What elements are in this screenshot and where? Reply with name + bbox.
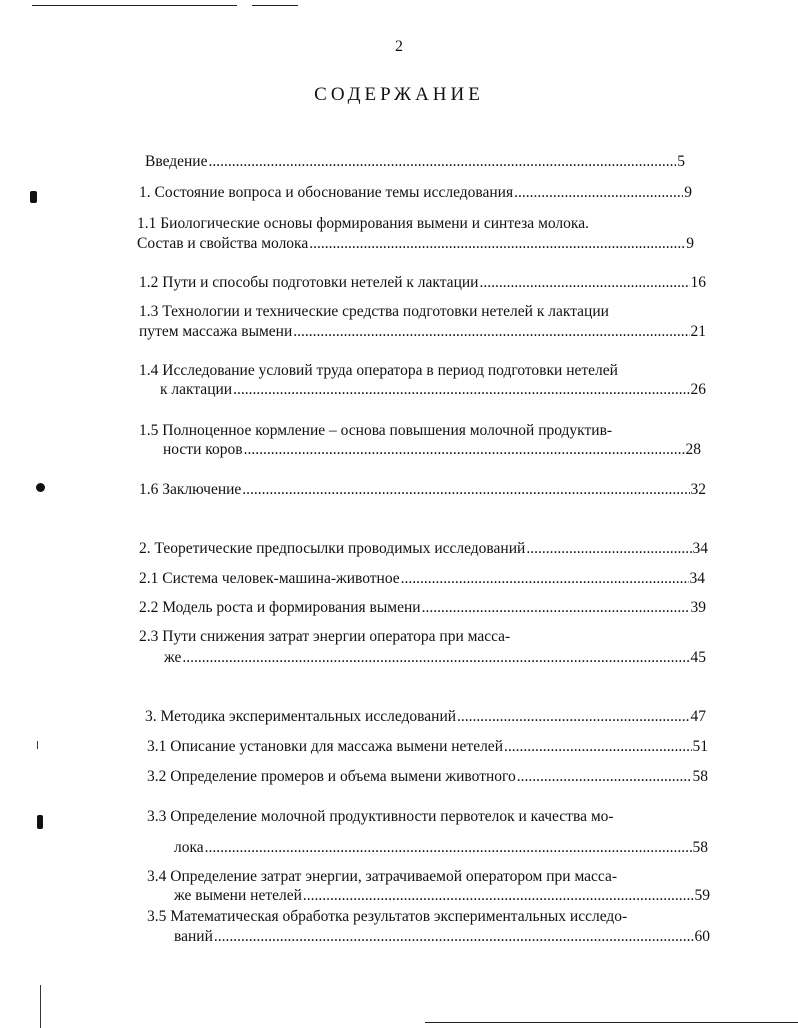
toc-page-number: 39 [690, 599, 706, 616]
dot-leader [293, 322, 689, 342]
toc-page-number: 26 [690, 381, 706, 398]
toc-entry-3-5[interactable] [174, 927, 710, 947]
dot-leader [208, 152, 676, 172]
dot-leader [514, 183, 683, 203]
margin-tick [37, 741, 38, 749]
toc-page-number: 21 [690, 323, 706, 340]
toc-entry-3-3[interactable] [174, 838, 708, 858]
toc-page-number: 34 [692, 540, 708, 557]
toc-entry-1-1[interactable] [137, 234, 694, 254]
toc-entry-text: 1.6 Заключение [139, 481, 242, 498]
toc-entry-3-5-line1[interactable] [147, 907, 712, 927]
dot-leader [205, 838, 692, 858]
dot-leader [242, 480, 689, 500]
toc-entry-3-1[interactable] [147, 737, 708, 757]
toc-entry-3-4[interactable] [174, 886, 710, 906]
toc-entry-1-4-line1[interactable] [139, 361, 709, 381]
toc-entry-text: 3.4 Определение затрат энергии, затрачиваемой оператором при масса- [147, 868, 618, 885]
toc-entry-intro[interactable] [145, 152, 685, 172]
bottom-rule [425, 1022, 798, 1023]
toc-entry-text: Состав и свойства молока [137, 235, 309, 252]
dot-leader [422, 598, 690, 618]
toc-entry-text: 3.5 Математическая обработка результатов экспериментальных исследо- [147, 908, 628, 925]
dot-leader [401, 569, 689, 589]
dot-leader [182, 648, 689, 668]
toc-entry-text: 2.3 Пути снижения затрат энергии оператора при масса- [139, 628, 511, 645]
dot-leader [504, 737, 692, 757]
toc-entry-text: 1.2 Пути и способы подготовки нетелей к лактации [139, 274, 479, 291]
dot-leader [233, 380, 689, 400]
toc-entry-1-6[interactable] [139, 480, 706, 500]
toc-entry-text: лока [174, 839, 204, 856]
toc-entry-1-5[interactable] [163, 440, 701, 460]
top-rule-left [32, 5, 237, 6]
toc-entry-2-3[interactable] [164, 648, 706, 668]
toc-entry-text: к лактации [160, 381, 233, 398]
dot-leader [526, 539, 691, 559]
toc-entry-text: же [164, 649, 182, 666]
toc-entry-1-5-line1[interactable] [139, 421, 699, 441]
toc-entry-text: 3.3 Определение молочной продуктивности первотелок и качества мо- [147, 808, 614, 825]
dot-leader [479, 273, 689, 293]
toc-page-number: 32 [690, 481, 706, 498]
toc-page-number: 58 [692, 839, 708, 856]
toc-entry-text: 3.1 Описание установки для массажа вымени нетелей [147, 738, 503, 755]
toc-page-number: 34 [689, 570, 705, 587]
toc-page-number: 5 [677, 153, 685, 170]
toc-page-number: 47 [690, 708, 706, 725]
dot-leader [457, 707, 689, 727]
punch-mark [36, 483, 45, 492]
toc-entry-1-2[interactable] [139, 273, 706, 293]
toc-page-number: 58 [692, 768, 708, 785]
toc-entry-2[interactable] [139, 539, 708, 559]
toc-entry-text: 1.3 Технологии и технические средства подготовки нетелей к лактации [139, 303, 609, 320]
toc-entry-text: ности коров [163, 441, 243, 458]
punch-mark [37, 815, 43, 829]
toc-entry-3-4-line1[interactable] [147, 867, 712, 887]
toc-entry-2-2[interactable] [139, 598, 706, 618]
toc-entry-3-2[interactable] [147, 767, 708, 787]
toc-page-number: 9 [686, 235, 694, 252]
toc-entry-text: Введение [145, 153, 208, 170]
toc-page-number: 28 [685, 441, 701, 458]
toc-entry-2-1[interactable] [139, 569, 705, 589]
toc-entry-1[interactable] [139, 183, 692, 203]
toc-page-number: 9 [684, 184, 692, 201]
toc-entry-text: 1.1 Биологические основы формирования вымени и синтеза молока. [137, 215, 589, 232]
toc-entry-text: 3. Методика экспериментальных исследований [145, 708, 457, 725]
toc-entry-3-3-line1[interactable] [147, 807, 707, 827]
toc-entry-text: 2. Теоретические предпосылки проводимых исследований [139, 540, 526, 557]
page-title: СОДЕРЖАНИЕ [314, 84, 484, 105]
toc-entry-1-1-line1[interactable] [137, 214, 697, 234]
dot-leader [303, 886, 694, 906]
toc-entry-1-4[interactable] [160, 380, 706, 400]
toc-entry-text: 2.1 Система человек-машина-животное [139, 570, 400, 587]
dot-leader [214, 927, 694, 947]
toc-page-number: 45 [690, 649, 706, 666]
toc-entry-1-3[interactable] [139, 322, 706, 342]
toc-page-number: 51 [692, 738, 708, 755]
toc-entry-text: 1. Состояние вопроса и обоснование темы исследования [139, 184, 514, 201]
toc-entry-text: 3.2 Определение промеров и объема вымени животного [147, 768, 516, 785]
toc-entry-text: ваний [174, 928, 213, 945]
toc-entry-text: же вымени нетелей [174, 887, 302, 904]
toc-page-number: 60 [694, 928, 710, 945]
toc-entry-2-3-line1[interactable] [139, 627, 699, 647]
toc-entry-text: 1.4 Исследование условий труда оператора в период подготовки нетелей [139, 362, 618, 379]
toc-entry-text: 2.2 Модель роста и формирования вымени [139, 599, 421, 616]
punch-mark [30, 191, 37, 203]
dot-leader [244, 440, 685, 460]
toc-entry-text: путем массажа вымени [139, 323, 293, 340]
toc-entry-3[interactable] [145, 707, 706, 727]
top-rule-right [252, 5, 298, 6]
margin-tick [40, 985, 41, 1028]
toc-entry-1-3-line1[interactable] [139, 302, 699, 322]
page-number: 2 [395, 38, 403, 55]
toc-entry-text: 1.5 Полноценное кормление – основа повышения молочной продуктив- [139, 422, 613, 439]
toc-page-number: 16 [690, 274, 706, 291]
toc-page-number: 59 [694, 887, 710, 904]
dot-leader [517, 767, 692, 787]
dot-leader [309, 234, 685, 254]
